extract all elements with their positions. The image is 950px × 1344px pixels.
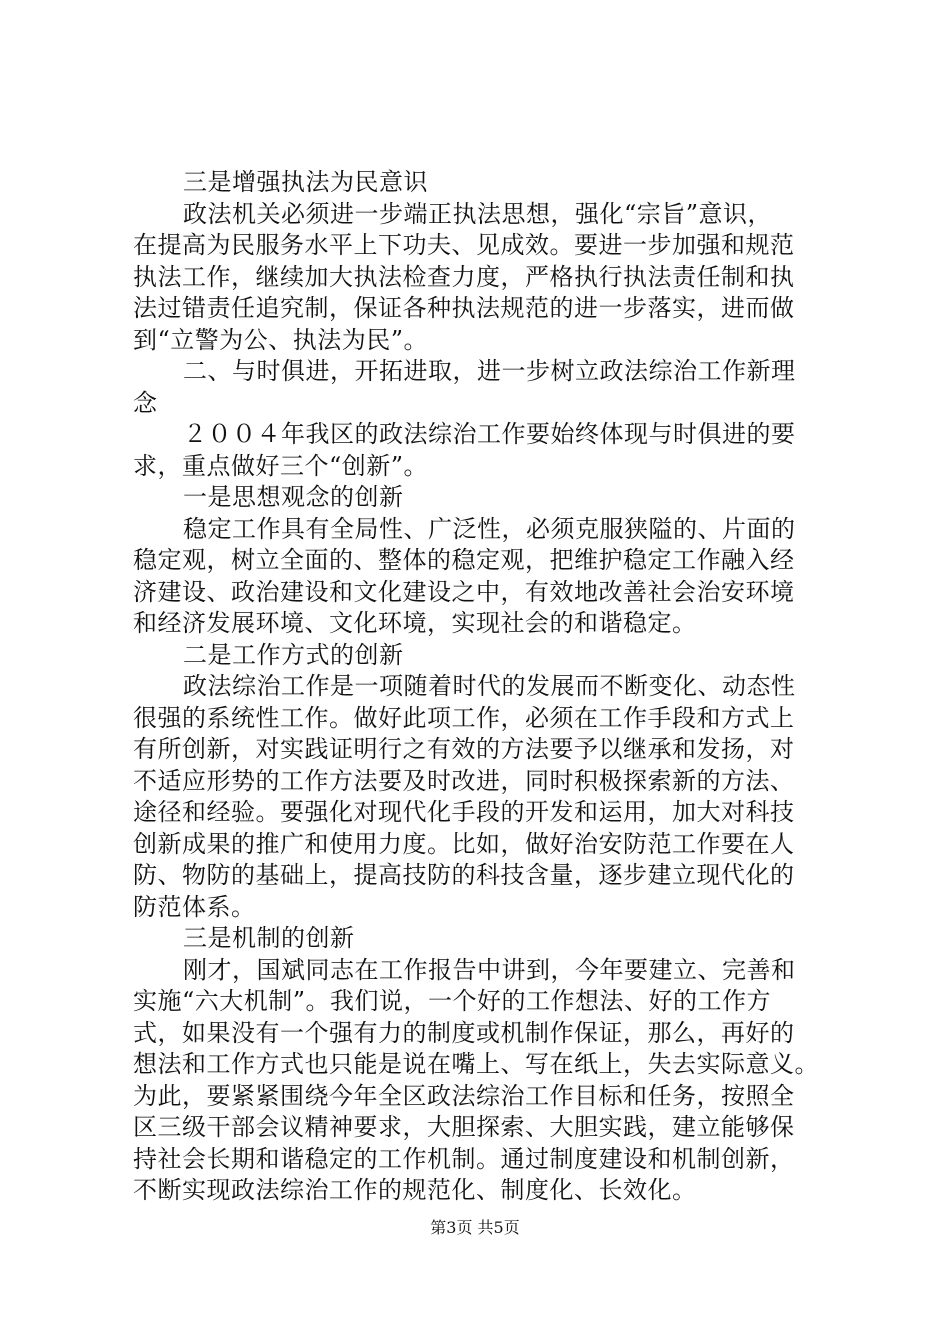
- paragraph-line: 不适应形势的工作方法要及时改进，同时积极探索新的方法、: [133, 766, 795, 795]
- paragraph-line: 持社会长期和谐稳定的工作机制。通过制度建设和机制创新，: [133, 1144, 795, 1173]
- subheading: 二是工作方式的创新: [183, 640, 404, 669]
- subheading: 三是增强执法为民意识: [183, 168, 428, 196]
- paragraph-line: 在提高为民服务水平上下功夫、见成效。要进一步加强和规范: [133, 231, 795, 259]
- page-number-footer: 第3页 共5页: [430, 1218, 520, 1237]
- paragraph-line: 实施“六大机制”。我们说，一个好的工作想法、好的工作方: [133, 987, 772, 1015]
- paragraph-line: 政法综治工作是一项随着时代的发展而不断变化、动态性: [183, 672, 796, 700]
- paragraph-line: 稳定观，树立全面的、整体的稳定观，把维护稳定工作融入经: [133, 546, 795, 574]
- paragraph-line: 创新成果的推广和使用力度。比如，做好治安防范工作要在人: [133, 829, 795, 858]
- paragraph-line: 刚才，国斌同志在工作报告中讲到，今年要建立、完善和: [183, 955, 796, 984]
- paragraph-line: 防、物防的基础上，提高技防的科技含量，逐步建立现代化的: [133, 861, 795, 889]
- paragraph-line: 很强的系统性工作。做好此项工作，必须在工作手段和方式上: [133, 703, 795, 732]
- subheading: 三是机制的创新: [183, 924, 355, 952]
- subheading: 一是思想观念的创新: [183, 483, 404, 511]
- paragraph-line: 式，如果没有一个强有力的制度或机制作保证，那么，再好的: [133, 1018, 795, 1047]
- section-heading: 念: [133, 388, 158, 417]
- paragraph-line: 有所创新，对实践证明行之有效的方法要予以继承和发扬，对: [133, 735, 795, 763]
- paragraph-line: 求，重点做好三个“创新”。: [133, 451, 429, 480]
- paragraph-line: 到“立警为公、执法为民”。: [133, 325, 429, 354]
- paragraph-line: 防范体系。: [133, 892, 256, 921]
- section-heading: 二、与时俱进，开拓进取，进一步树立政法综治工作新理: [183, 357, 796, 385]
- paragraph-line: 政法机关必须进一步端正执法思想，强化“宗旨”意识，: [183, 199, 773, 228]
- document-body: [133, 167, 833, 1207]
- paragraph-line: 济建设、政治建设和文化建设之中，有效地改善社会治安环境: [133, 577, 795, 606]
- paragraph-line: 执法工作，继续加大执法检查力度，严格执行执法责任制和执: [133, 262, 795, 291]
- paragraph-line: 不断实现政法综治工作的规范化、制度化、长效化。: [133, 1176, 697, 1204]
- paragraph-line: ２００４年我区的政法综治工作要始终体现与时俱进的要: [183, 420, 796, 448]
- paragraph-line: 法过错责任追究制，保证各种执法规范的进一步落实，进而做: [133, 294, 795, 322]
- paragraph-line: 区三级干部会议精神要求，大胆探索、大胆实践，建立能够保: [133, 1113, 795, 1141]
- paragraph-line: 和经济发展环境、文化环境，实现社会的和谐稳定。: [133, 609, 697, 637]
- paragraph-line: 想法和工作方式也只能是说在嘴上、写在纸上，失去实际意义。: [133, 1050, 819, 1078]
- paragraph-line: 稳定工作具有全局性、广泛性，必须克服狭隘的、片面的: [183, 514, 796, 543]
- paragraph-line: 为此，要紧紧围绕今年全区政法综治工作目标和任务，按照全: [133, 1081, 795, 1110]
- paragraph-line: 途径和经验。要强化对现代化手段的开发和运用，加大对科技: [133, 798, 795, 826]
